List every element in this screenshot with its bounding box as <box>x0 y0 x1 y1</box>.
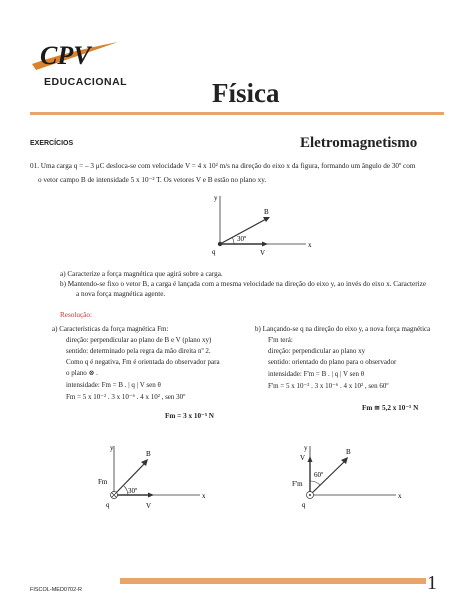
res-a-line-4: Como q é negativa, Fm é orientada do observador para <box>66 358 220 366</box>
fig-a-y-label: y <box>110 444 114 452</box>
question-line-2: o vetor campo B de intensidade 5 x 10⁻² T. Os vetores V e B estão no plano xy. <box>38 176 267 184</box>
res-a-line-3: sentido: determinado pela regra da mão direita nº 2. <box>66 347 211 355</box>
fig-b-y-label: y <box>304 444 308 452</box>
res-a-line-1: a) Características da força magnética Fm: <box>52 325 169 333</box>
res-b-line-2: F'm terá: <box>268 336 293 344</box>
header-rule <box>30 112 444 115</box>
section-label: EXERCÍCIOS <box>30 140 74 147</box>
vector-b-label: B <box>264 208 269 216</box>
logo-text: EDUCACIONAL <box>44 76 128 88</box>
question-item-b-line-2: a nova força magnética agente. <box>76 290 166 298</box>
question-item-a: a) Caracterize a força magnética que agirá sobre a carga. <box>60 270 223 278</box>
res-a-line-6: intensidade: Fm = B . | q | V sen θ <box>66 381 161 389</box>
resolution-label: Resolução: <box>60 311 92 319</box>
main-vector-figure <box>190 192 320 262</box>
fig-b-v-label: V <box>300 454 306 462</box>
res-a-result: Fm = 3 x 10⁻⁵ N <box>165 412 214 420</box>
vector-v-label: V <box>260 249 266 257</box>
question-item-b-line-1: b) Mantendo-se fixo o vetor B, a carga é lançada com a mesma velocidade na direção do eixo y, ao invés do eixo x. Caracterize <box>60 280 427 288</box>
res-b-line-3: direção: perpendicular ao plano xy <box>268 347 366 355</box>
res-b-line-5: intensidade: F'm = B . | q | V sen θ <box>268 370 365 378</box>
res-a-line-2: direção: perpendicular ao plano de B e V (plano xy) <box>66 336 212 344</box>
figure-a <box>84 440 214 520</box>
charge-label: q <box>212 248 216 256</box>
res-b-line-6: F'm = 5 x 10⁻² . 3 x 10⁻⁶ . 4 x 10² , sen 60º <box>268 382 389 390</box>
res-b-result: Fm ≅ 5,2 x 10⁻⁵ N <box>362 404 419 412</box>
axis-x-label: x <box>308 241 312 249</box>
fig-a-q-label: q <box>106 501 110 509</box>
fig-b-b-label: B <box>346 448 351 456</box>
footer-code: FISCOL-MED0702-R <box>30 587 82 593</box>
footer-rule <box>120 578 426 584</box>
fig-b-f-label: F'm <box>292 480 303 488</box>
page-title: Física <box>212 78 280 108</box>
fig-b-x-label: x <box>398 492 402 500</box>
topic-title: Eletromagnetismo <box>300 135 418 151</box>
figure-b <box>280 440 410 520</box>
res-a-line-7: Fm = 5 x 10⁻² . 3 x 10⁻⁶ . 4 x 10² , sen 30º <box>66 393 186 401</box>
svg-text:CPV: CPV <box>40 41 91 70</box>
angle-label: 30º <box>237 235 247 243</box>
question-line-1: 01. Uma carga q = – 3 μC desloca-se com velocidade V = 4 x 10² m/s na direção do eixo x da figura, formando um ângulo de 30º com <box>30 162 416 170</box>
fig-a-v-label: V <box>146 502 152 510</box>
page-number: 1 <box>427 572 437 594</box>
fig-b-q-label: q <box>302 501 306 509</box>
res-b-line-4: sentido: orientado do plano para o observador <box>268 358 397 366</box>
fig-a-f-label: Fm <box>98 478 108 486</box>
axis-y-label: y <box>214 194 218 202</box>
fig-a-b-label: B <box>146 450 151 458</box>
fig-a-angle-label: 30º <box>128 487 138 495</box>
res-a-line-5: o plano ⊗ . <box>66 369 98 377</box>
fig-a-x-label: x <box>202 492 206 500</box>
res-b-line-1: b) Lançando-se q na direção do eixo y, a nova força magnética <box>255 325 431 333</box>
cpv-logo-icon <box>26 34 122 74</box>
fig-b-angle-label: 60º <box>314 471 324 479</box>
